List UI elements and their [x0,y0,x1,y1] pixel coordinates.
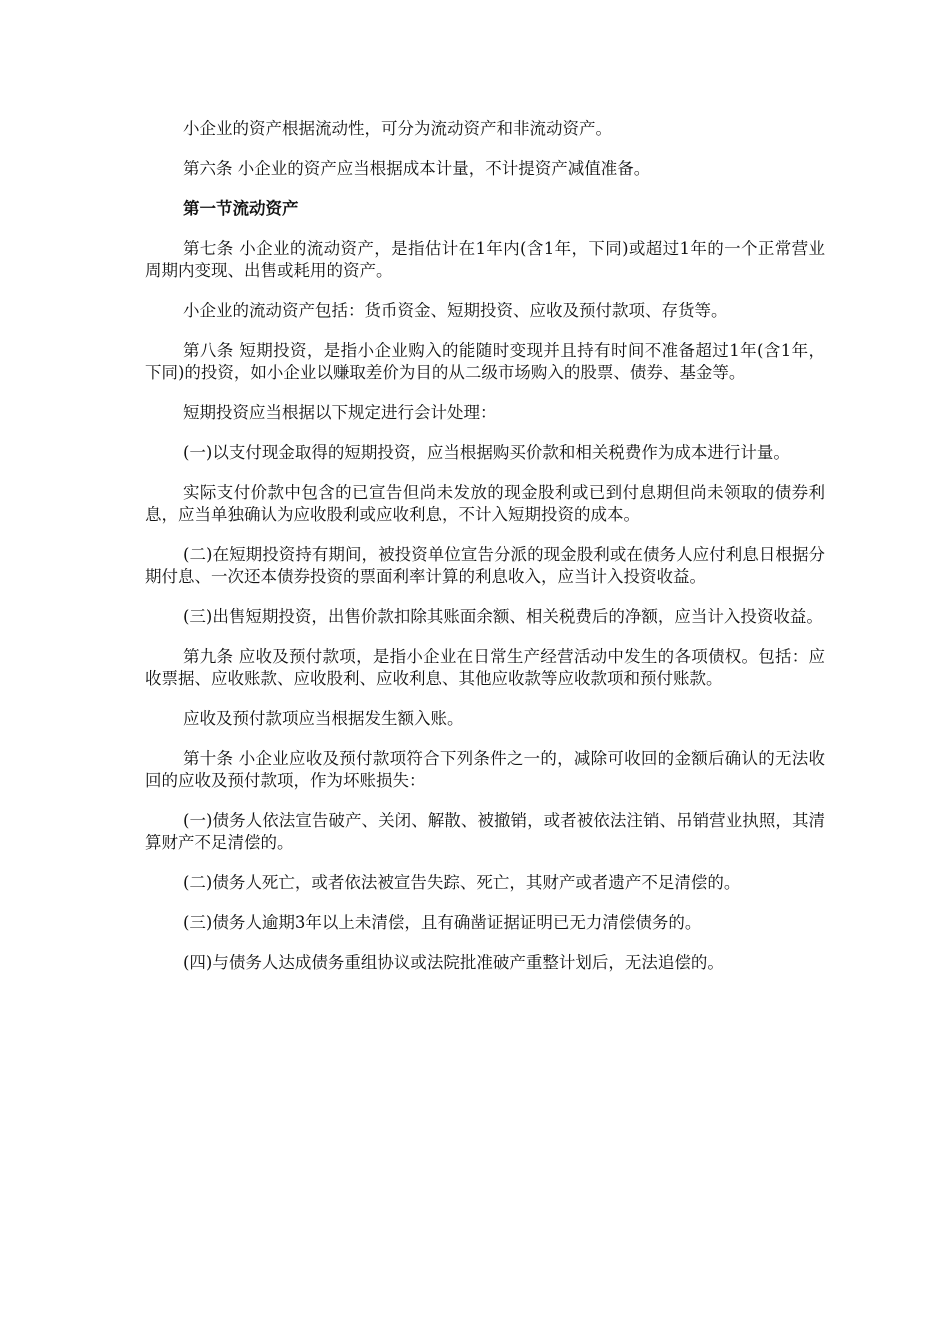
paragraph: (三)债务人逾期3年以上未清偿，且有确凿证据证明已无力清偿债务的。 [183,913,702,932]
paragraph: (一)债务人依法宣告破产、关闭、解散、被撤销，或者被依法注销、吊销营业执照，其清算财产不足清偿的。 [145,811,825,852]
paragraph: 小企业的流动资产包括：货币资金、短期投资、应收及预付款项、存货等。 [183,301,728,320]
paragraph: 短期投资应当根据以下规定进行会计处理： [183,403,497,422]
paragraph: (二)在短期投资持有期间，被投资单位宣告分派的现金股利或在债务人应付利息日根据分期付息、一次还本债券投资的票面利率计算的利息收入，应当计入投资收益。 [145,545,825,586]
paragraph: (一)以支付现金取得的短期投资，应当根据购买价款和相关税费作为成本进行计量。 [183,443,790,462]
paragraph: 第八条 短期投资，是指小企业购入的能随时变现并且持有时间不准备超过1年(含1年，下同)的投资，如小企业以赚取差价为目的从二级市场购入的股票、债券、基金等。 [145,341,825,382]
paragraph: 应收及预付款项应当根据发生额入账。 [183,709,464,728]
paragraph: (三)出售短期投资，出售价款扣除其账面余额、相关税费后的净额，应当计入投资收益。 [183,607,823,626]
paragraph: 第十条 小企业应收及预付款项符合下列条件之一的，减除可收回的金额后确认的无法收回的应收及预付款项，作为坏账损失： [145,749,825,790]
document-page [145,118,825,992]
paragraph: 第七条 小企业的流动资产，是指估计在1年内(含1年，下同)或超过1年的一个正常营业周期内变现、出售或耗用的资产。 [145,239,825,280]
paragraph: 第九条 应收及预付款项，是指小企业在日常生产经营活动中发生的各项债权。包括：应收票据、应收账款、应收股利、应收利息、其他应收款等应收款项和预付账款。 [145,647,825,688]
paragraph: (二)债务人死亡，或者依法被宣告失踪、死亡，其财产或者遗产不足清偿的。 [183,873,741,892]
paragraph: 实际支付价款中包含的已宣告但尚未发放的现金股利或已到付息期但尚未领取的债券利息，应当单独确认为应收股利或应收利息，不计入短期投资的成本。 [145,483,825,524]
paragraph: 第六条 小企业的资产应当根据成本计量，不计提资产减值准备。 [183,159,651,178]
section-heading: 第一节流动资产 [183,199,299,218]
paragraph: 小企业的资产根据流动性，可分为流动资产和非流动资产。 [183,119,612,138]
paragraph: (四)与债务人达成债务重组协议或法院批准破产重整计划后，无法追偿的。 [183,953,724,972]
